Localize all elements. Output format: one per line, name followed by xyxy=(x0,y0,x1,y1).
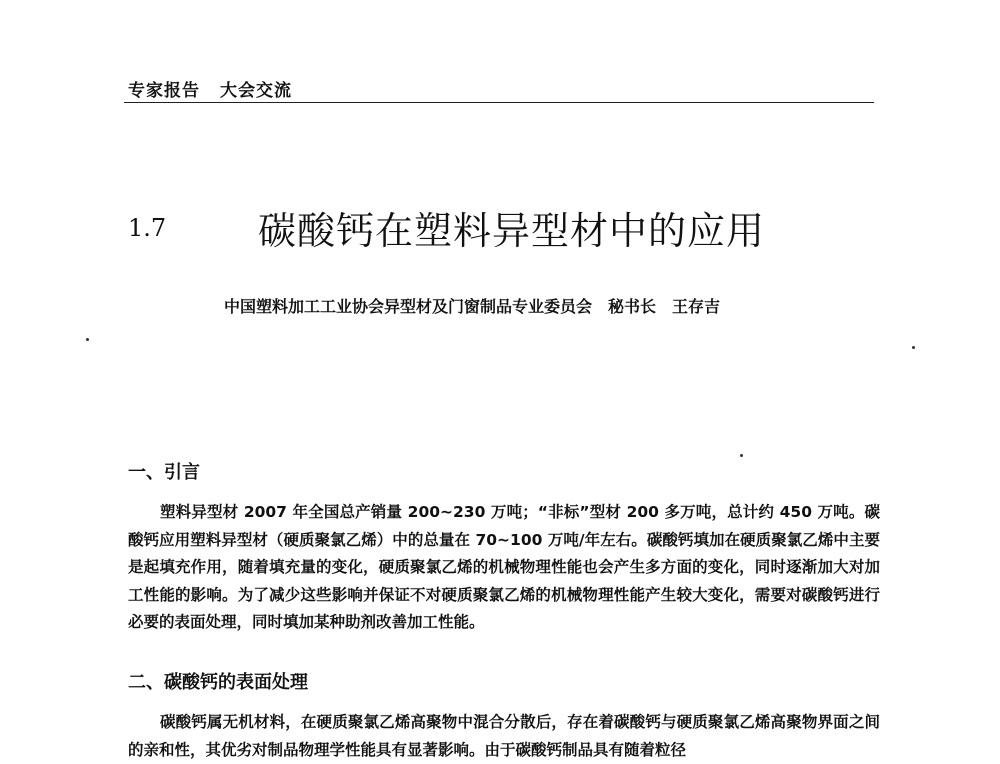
section-paragraph-introduction: 塑料异型材 2007 年全国总产销量 200~230 万吨；“非标”型材 200 多万吨，总计约 450 万吨。碳酸钙应用塑料异型材（硬质聚氯乙烯）中的总量在 70~100 万吨/年左右。碳酸钙填加在硬质聚氯乙烯中主要是起填充作用，随着填充量的变化，硬质聚氯乙烯的机械物理性能也会产生多方面的变化，同时逐渐加大对加工性能的影响。为了减少这些影响并保证不对硬质聚氯乙烯的机械物理性能产生较大变化，需要对碳酸钙进行必要的表面处理，同时填加某种助剂改善加工性能。 xyxy=(128,503,880,631)
section-paragraph-surface-treatment: 碳酸钙属无机材料，在硬质聚氯乙烯高聚物中混合分散后，存在着碳酸钙与硬质聚氯乙烯高聚物界面之间的亲和性，其优劣对制品物理学性能具有显著影响。由于碳酸钙制品具有随着粒径 xyxy=(128,713,880,759)
byline-author: 王存吉 xyxy=(672,297,721,316)
scan-speck xyxy=(740,454,743,457)
byline xyxy=(224,294,720,317)
scan-speck xyxy=(912,346,915,349)
byline-organization: 中国塑料加工工业协会异型材及门窗制品专业委员会 xyxy=(224,297,593,316)
running-header xyxy=(128,76,292,101)
running-header-right: 大会交流 xyxy=(220,81,292,101)
section-heading-surface-treatment: 二、碳酸钙的表面处理 xyxy=(128,672,308,693)
scan-speck xyxy=(86,338,89,341)
section-heading-introduction: 一、引言 xyxy=(128,462,200,483)
byline-position: 秘书长 xyxy=(608,297,657,316)
article-title: 碳酸钙在塑料异型材中的应用 xyxy=(258,209,766,253)
header-rule xyxy=(124,102,874,103)
running-header-left: 专家报告 xyxy=(128,81,200,101)
section-number: 1.7 xyxy=(128,214,167,242)
